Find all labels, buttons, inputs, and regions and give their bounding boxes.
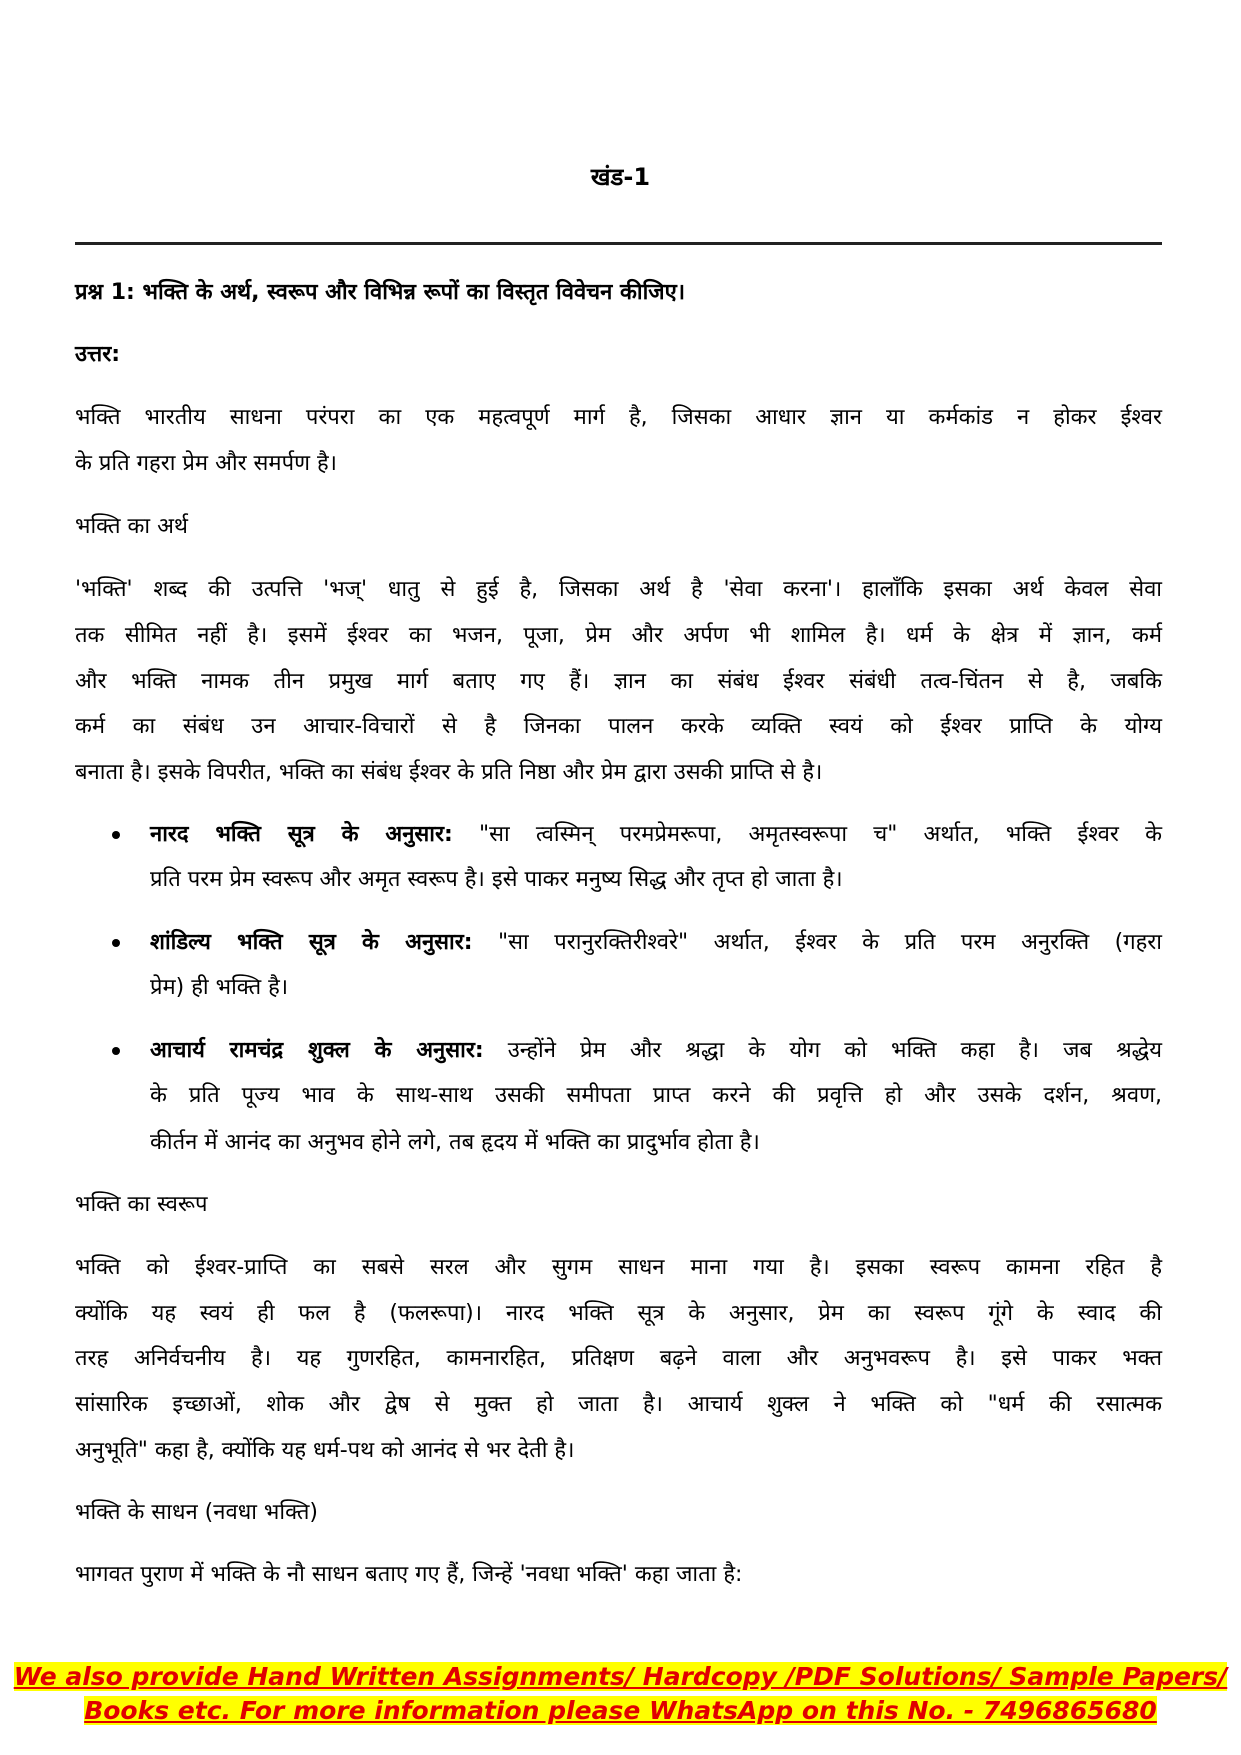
nature-line: अनुभूति" कहा है, क्योंकि यह धर्म-पथ को आनंद से भर देती है। bbox=[75, 1438, 575, 1463]
divider bbox=[75, 242, 1162, 245]
meaning-line: 'भक्ति' शब्द की उत्पत्ति 'भज्' धातु से हुई है, जिसका अर्थ है 'सेवा करना'। हालाँकि इसका अर्थ केवल सेवा bbox=[75, 577, 1162, 602]
bullet-line: के प्रति पूज्य भाव के साथ-साथ उसकी समीपता प्राप्त करने की प्रवृत्ति हो और उसके दर्शन, श्रवण, bbox=[150, 1083, 1162, 1108]
nature-line: सांसारिक इच्छाओं, शोक और द्वेष से मुक्त हो जाता है। आचार्य शुक्ल ने भक्ति को "धर्म की रसात्मक bbox=[75, 1392, 1162, 1417]
footer-promo-line bbox=[0, 1660, 1241, 1694]
heading-means: भक्ति के साधन (नवधा भक्ति) bbox=[75, 1500, 319, 1525]
bullet-line bbox=[150, 812, 1162, 858]
bullet-icon bbox=[112, 831, 120, 839]
meaning-line: कर्म का संबंध उन आचार-विचारों से है जिनका पालन करके व्यक्ति स्वयं को ईश्वर प्राप्ति के योग्य bbox=[75, 714, 1162, 739]
bullet-text: "सा त्वस्मिन् परमप्रेमरूपा, अमृतस्वरूपा च" अर्थात, भक्ति ईश्वर के bbox=[452, 822, 1162, 847]
bullet-line bbox=[150, 1028, 1162, 1074]
bullet-text: "सा परानुरक्तिरीश्वरे" अर्थात, ईश्वर के प्रति परम अनुरक्ति (गहरा bbox=[472, 930, 1162, 955]
bullet-lead: आचार्य रामचंद्र शुक्ल के अनुसार: bbox=[150, 1038, 484, 1063]
bullet-line: प्रेम) ही भक्ति है। bbox=[150, 975, 289, 1000]
answer-label: उत्तर: bbox=[75, 342, 121, 367]
bullet-text: उन्होंने प्रेम और श्रद्धा के योग को भक्ति कहा है। जब श्रद्धेय bbox=[483, 1038, 1162, 1063]
nature-line: भक्ति को ईश्वर-प्राप्ति का सबसे सरल और सुगम साधन माना गया है। इसका स्वरूप कामना रहित है bbox=[75, 1255, 1162, 1280]
nature-line: तरह अनिर्वचनीय है। यह गुणरहित, कामनारहित, प्रतिक्षण बढ़ने वाला और अनुभवरूप है। इसे पाकर भक्त bbox=[75, 1346, 1162, 1371]
bullet-icon bbox=[112, 939, 120, 947]
bullet-icon bbox=[112, 1047, 120, 1055]
meaning-line: तक सीमित नहीं है। इसमें ईश्वर का भजन, पूजा, प्रेम और अर्पण भी शामिल है। धर्म के क्षेत्र में ज्ञान, कर्म bbox=[75, 623, 1162, 648]
bullet-lead: नारद भक्ति सूत्र के अनुसार: bbox=[150, 822, 453, 847]
footer-promo-line bbox=[0, 1694, 1241, 1728]
intro-line: भक्ति भारतीय साधना परंपरा का एक महत्वपूर्ण मार्ग है, जिसका आधार ज्ञान या कर्मकांड न होकर ईश्वर bbox=[75, 405, 1162, 430]
bullet-line bbox=[150, 920, 1162, 966]
bullet-lead: शांडिल्य भक्ति सूत्र के अनुसार: bbox=[150, 930, 473, 955]
bullet-line: कीर्तन में आनंद का अनुभव होने लगे, तब हृदय में भक्ति का प्रादुर्भाव होता है। bbox=[150, 1130, 760, 1155]
heading-meaning: भक्ति का अर्थ bbox=[75, 514, 188, 539]
bullet-line: प्रति परम प्रेम स्वरूप और अमृत स्वरूप है। इसे पाकर मनुष्य सिद्ध और तृप्त हो जाता है। bbox=[150, 867, 843, 892]
footer-text: We also provide Hand Written Assignments/ Hardcopy /PDF Solutions/ Sample Papers/ bbox=[13, 1662, 1228, 1691]
meaning-line: बनाता है। इसके विपरीत, भक्ति का संबंध ईश्वर के प्रति निष्ठा और प्रेम द्वारा उसकी प्राप्ति से है। bbox=[75, 760, 823, 785]
means-intro: भागवत पुराण में भक्ति के नौ साधन बताए गए हैं, जिन्हें 'नवधा भक्ति' कहा जाता है: bbox=[75, 1562, 743, 1587]
section-title: खंड-1 bbox=[590, 163, 651, 191]
heading-nature: भक्ति का स्वरूप bbox=[75, 1192, 208, 1217]
nature-line: क्योंकि यह स्वयं ही फल है (फलरूपा)। नारद भक्ति सूत्र के अनुसार, प्रेम का स्वरूप गूंगे के स्वाद की bbox=[75, 1301, 1162, 1326]
footer-text: Books etc. For more information please WhatsApp on this No. - 7496865680 bbox=[84, 1696, 1157, 1725]
question-heading: प्रश्न 1: भक्ति के अर्थ, स्वरूप और विभिन्न रूपों का विस्तृत विवेचन कीजिए। bbox=[75, 280, 686, 305]
meaning-line: और भक्ति नामक तीन प्रमुख मार्ग बताए गए हैं। ज्ञान का संबंध ईश्वर संबंधी तत्व-चिंतन से है, जबकि bbox=[75, 669, 1162, 694]
intro-line: के प्रति गहरा प्रेम और समर्पण है। bbox=[75, 451, 338, 476]
